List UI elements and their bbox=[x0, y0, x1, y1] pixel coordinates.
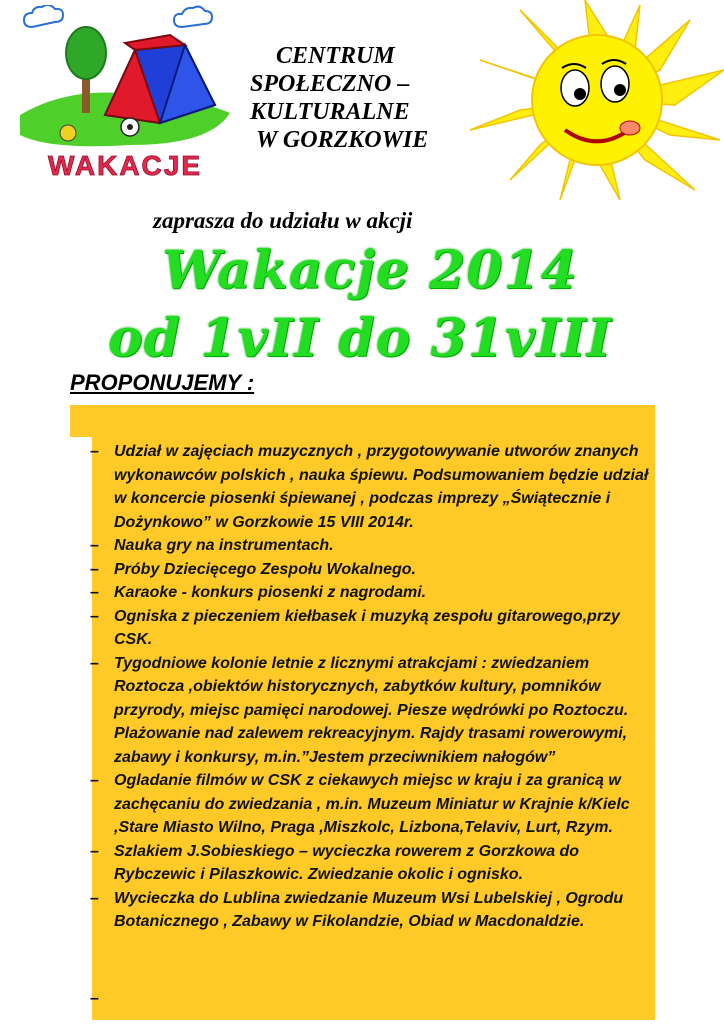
event-dates: od 1vII do 31vIII bbox=[108, 308, 612, 369]
logo-text: WAKACJE bbox=[48, 150, 203, 181]
organizer-line: KULTURALNE bbox=[250, 99, 410, 125]
ball-icon bbox=[60, 125, 76, 141]
list-item bbox=[90, 581, 650, 605]
list-item-text: Tygodniowe kolonie letnie z licznymi atrakcjami : zwiedzaniem Roztocza ,obiektów historycznych, zabytków kultury, pomników przyrody, miejsc pamięci narodowej. Piesze wędrówki po Roztoczu. Plażowanie nad zalewem rekreacyjnym. Rajdy trasami rowerowymi, zabawy i konkursy, m.in.”Jestem przeciwnikiem nałogów” bbox=[114, 654, 629, 766]
list-item bbox=[90, 887, 650, 934]
organizer-name bbox=[250, 42, 490, 154]
invitation-text: zaprasza do udziału w akcji bbox=[153, 208, 413, 233]
sun-eye bbox=[561, 70, 589, 106]
bullet-dash: – bbox=[90, 654, 99, 672]
list-item bbox=[90, 605, 650, 652]
list-item-text: Szlakiem J.Sobieskiego – wycieczka rowerem z Gorzkowa do Rybczewic i Pilaszkowic. Zwiedzanie okolic i ognisko. bbox=[114, 842, 580, 883]
smiling-sun-icon bbox=[470, 0, 724, 200]
event-title: Wakacje 2014 bbox=[162, 240, 578, 301]
bullet-dash: – bbox=[90, 842, 99, 860]
list-item-text: Udział w zajęciach muzycznych , przygotowywanie utworów znanych wykonawców polskich , nauka śpiewu. Podsumowaniem będzie udział w koncercie piosenki śpiewanej , podczas imprezy „Świątecznie i Dożynkowo” w Gorzkowie 15 VIII 2014r. bbox=[114, 443, 649, 531]
wakacje-camp-logo bbox=[10, 5, 240, 185]
bullet-dash: – bbox=[90, 772, 99, 789]
list-item bbox=[90, 652, 650, 770]
bullet-dash: – bbox=[90, 990, 99, 1007]
list-item-text: Ogladanie filmów w CSK z ciekawych miejsc w kraju i za granicą w zachęcaniu do zwiedzania , m.in. Muzeum Miniatur w Krajnie k/Kielc ,Stare Miasto Wilno, Praga ,Miszkolc, Lizbona,Telaviv, Lurt, Rzym. bbox=[114, 772, 630, 836]
list-item-text: Wycieczka do Lublina zwiedzanie Muzeum Wsi Lubelskiej , Ogrodu Botanicznego , Zabawy w Fikolandzie, Obiad w Macdonaldzie. bbox=[114, 889, 624, 930]
bullet-dash: – bbox=[90, 537, 99, 554]
sun-eye bbox=[601, 66, 629, 102]
list-item bbox=[90, 440, 650, 534]
tent-icon bbox=[105, 35, 215, 123]
bullet-dash: – bbox=[90, 584, 99, 601]
list-item bbox=[90, 769, 650, 840]
list-item-text: Ogniska z pieczeniem kiełbasek i muzyką zespołu gitarowego,przy CSK. bbox=[114, 607, 620, 648]
list-item bbox=[90, 840, 650, 887]
panel-margin bbox=[70, 437, 92, 1027]
section-heading: PROPONUJEMY : bbox=[70, 370, 255, 395]
list-item-text: Karaoke - konkurs piosenki z nagrodami. bbox=[114, 584, 427, 601]
organizer-line: SPOŁECZNO – bbox=[250, 71, 410, 97]
cloud-icon bbox=[174, 7, 212, 27]
offer-list bbox=[90, 440, 650, 934]
list-item-text: Próby Dziecięcego Zespołu Wokalnego. bbox=[114, 560, 416, 578]
list-item bbox=[90, 558, 650, 582]
list-item-text: Nauka gry na instrumentach. bbox=[114, 537, 334, 554]
organizer-line: CENTRUM bbox=[276, 43, 395, 69]
tree-crown bbox=[66, 27, 106, 79]
list-item bbox=[90, 534, 650, 558]
bullet-dash: – bbox=[90, 889, 99, 907]
bullet-dash: – bbox=[90, 607, 99, 625]
bullet-dash: – bbox=[90, 560, 99, 578]
organizer-line: W GORZKOWIE bbox=[256, 127, 429, 153]
soccer-ball-spot bbox=[127, 124, 133, 130]
cloud-icon bbox=[24, 5, 63, 27]
bullet-dash: – bbox=[90, 443, 99, 460]
